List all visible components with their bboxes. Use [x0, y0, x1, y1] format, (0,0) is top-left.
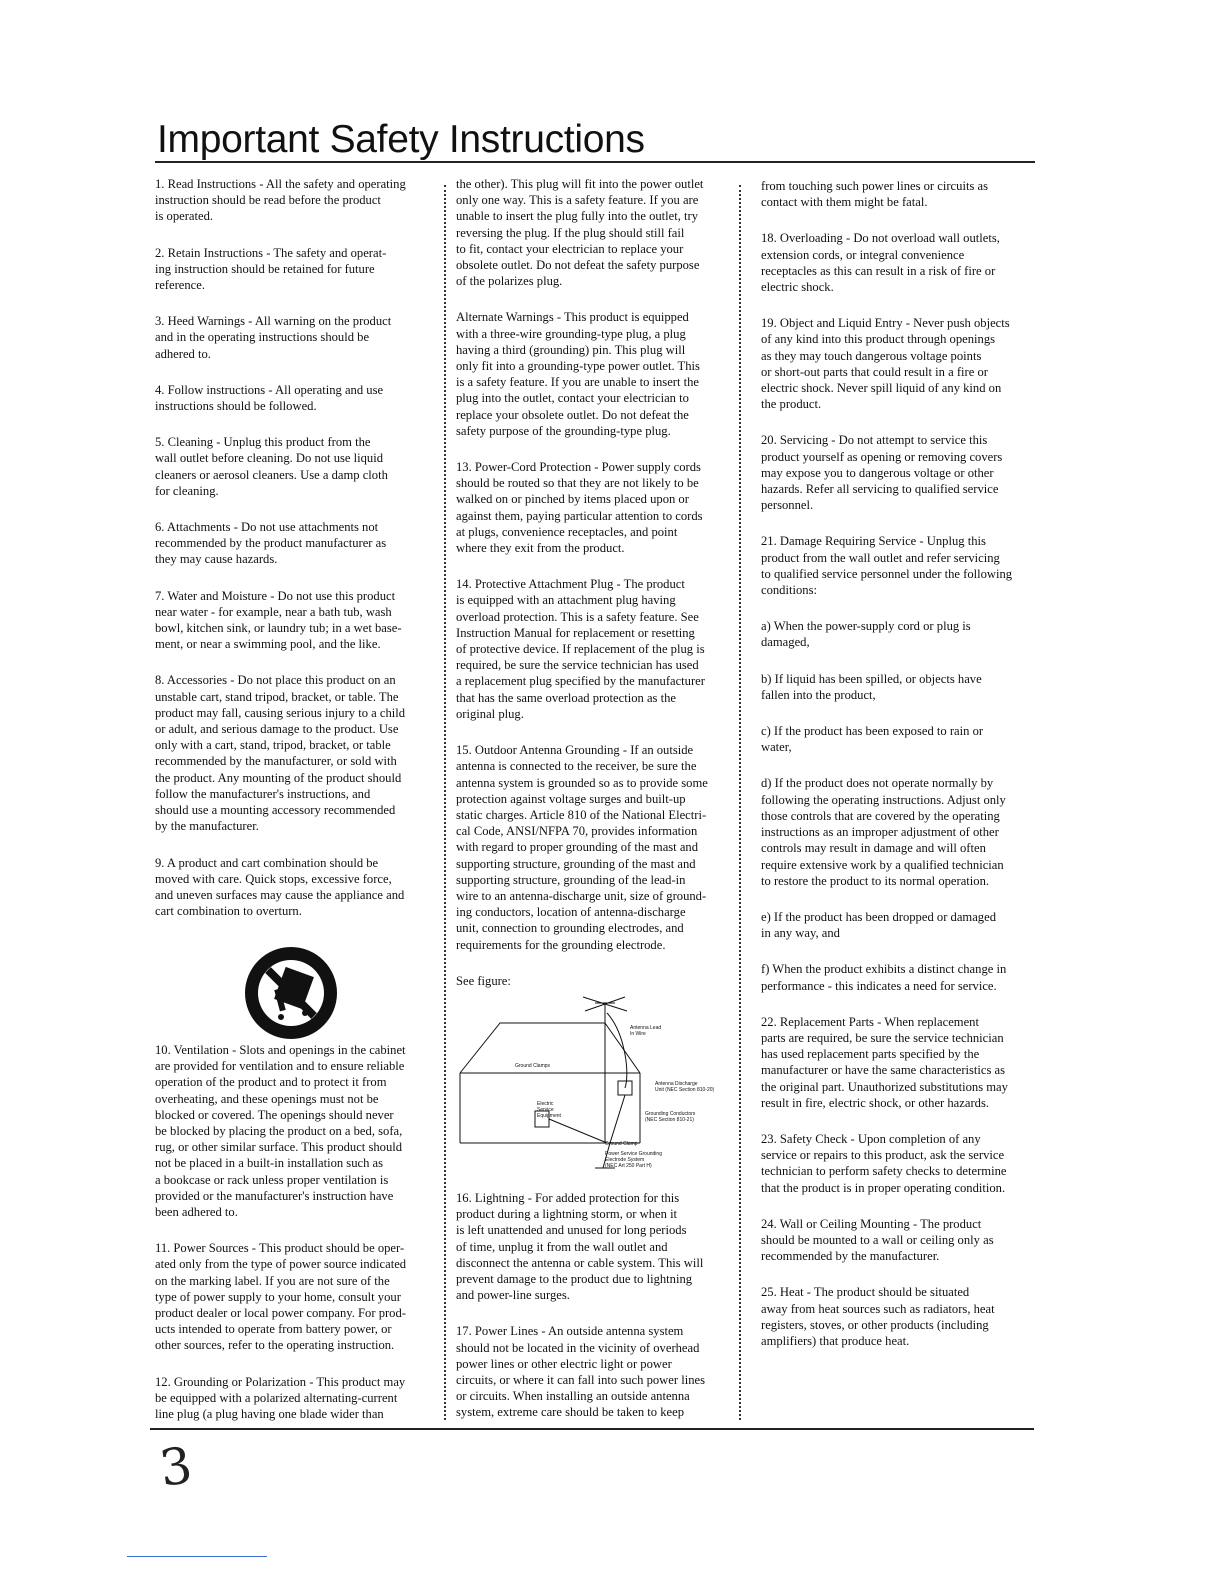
item-17-cont: from touching such power lines or circuits as contact with them might be fatal. [761, 179, 988, 210]
label-discharge-unit: Antenna Discharge Unit (NEC Section 810-20) [655, 1081, 715, 1093]
footer-line [127, 1556, 267, 1557]
label-ground-clamps: Ground Clamps [515, 1063, 551, 1069]
item-12: 12. Grounding or Polarization - This product may be equipped with a polarized alternating-current line plug (a plug having one blade wider than [155, 1374, 406, 1422]
item-21c: c) If the product has been exposed to rain or water, [761, 724, 984, 755]
label-grounding-conductors: Grounding Conductors (NEC Section 810-21) [645, 1111, 696, 1123]
label-power-service: Power Service Grounding Electrode System (NEC Art 250 Part H) [605, 1151, 662, 1169]
item-21f: f) When the product exhibits a distinct change in performance - this indicates a need for service. [761, 962, 1007, 993]
alternate-warnings: Alternate Warnings - This product is equipped with a three-wire grounding-type plug, a plug having a third (grounding) pin. This plug will only fit into a grounding-type power outlet. This is a safety feature. If you are unable to insert the plug into the outlet, contact your electrician to replace your obsolete outlet. Do not defeat the safety purpose of the grounding-type plug. [456, 310, 700, 438]
item-19: 19. Object and Liquid Entry - Never push objects of any kind into this product through openings as they may touch dangerous voltage points or short-out parts that could result in a fire or electric shock. Never spill liquid of any kind on the product. [761, 316, 1010, 412]
item-25: 25. Heat - The product should be situated away from heat sources such as radiators, heat registers, stoves, or other products (including amplifiers) that produce heat. [761, 1285, 995, 1348]
antenna-grounding-figure [455, 993, 725, 1183]
label-antenna-lead: Antenna Lead In Wire [630, 1025, 662, 1037]
item-12-cont: the other). This plug will fit into the power outlet only one way. This is a safety feature. If you are unable to insert the plug fully into the outlet, try reversing the plug. If the plug should still fail to fit, contact your electrician to replace your obsolete outlet. Do not defeat the safety purpose of the polarizes plug. [456, 177, 704, 289]
item-15: 15. Outdoor Antenna Grounding - If an outside antenna is connected to the receiver, be sure the antenna system is grounded so as to provide some protection against voltage surges and built-up static charges. Article 810 of the National Electri- cal Code, ANSI/NFPA 70, provides information with regard to proper grounding of the mast and supporting structure, grounding of the mast and supporting structure, grounding of the lead-in wire to an antenna-discharge unit, size of ground- ing conductors, location of antenna-discharge unit, connection to grounding electrodes, and requirements for the grounding electrode. [456, 743, 708, 952]
item-22: 22. Replacement Parts - When replacement parts are required, be sure the service technician has used replacement parts specified by the manufacturer or have the same characteristics as the original part. Unauthorized substitutions may result in fire, electric shock, or other hazards. [761, 1014, 1008, 1110]
item-11: 11. Power Sources - This product should be oper- ated only from the type of power source indicated on the marking label. If you are not sure of the type of power supply to your home, consult your product dealer or local power company. For prod- ucts intended to operate from battery power, or other sources, refer to the operating instruction. [155, 1241, 407, 1353]
item-6: 6. Attachments - Do not use attachments not recommended by the product manufacturer as they may cause hazards. [155, 520, 387, 567]
item-8: 8. Accessories - Do not place this product on an unstable cart, stand tripod, bracket, or table. The product may fall, causing serious injury to a child or adult, and serious damage to the product. Use only with a cart, stand, tripod, bracket, or table recommended by the manufacturer, or sold with the product. Any mounting of the product should follow the manufacturer's instructions, and should use a mounting accessory recommended by the manufacturer. [155, 673, 406, 834]
column-divider-1 [444, 185, 446, 1420]
item-3: 3. Heed Warnings - All warning on the product and in the operating instructions should be adhered to. [155, 314, 392, 361]
label-ground-clamp: Ground Clamp [605, 1141, 638, 1147]
item-21: 21. Damage Requiring Service - Unplug this product from the wall outlet and refer servicing to qualified service personnel under the following conditions: [761, 534, 1013, 598]
column-2-lower [456, 1190, 741, 1421]
top-rule [155, 161, 1035, 163]
item-21b: b) If liquid has been spilled, or objects have fallen into the product, [761, 671, 982, 702]
page-number: 3 [156, 1436, 196, 1498]
cart-tipover-warning-icon [241, 943, 341, 1043]
item-17: 17. Power Lines - An outside antenna system should not be located in the vicinity of overhead power lines or other electric light or power circuits, or where it can fall into such power lines or circuits. When installing an outside antenna system, extreme care should be taken to keep [456, 1324, 705, 1420]
item-21a: a) When the power-supply cord or plug is damaged, [761, 619, 971, 650]
item-9: 9. A product and cart combination should be moved with care. Quick stops, excessive force, and uneven surfaces may cause the appliance and cart combination to overturn. [155, 855, 405, 919]
item-5: 5. Cleaning - Unplug this product from the wall outlet before cleaning. Do not use liquid cleaners or aerosol cleaners. Use a damp cloth for cleaning. [155, 435, 388, 498]
item-24: 24. Wall or Ceiling Mounting - The product should be mounted to a wall or ceiling only as recommended by the manufacturer. [761, 1216, 994, 1264]
bottom-rule [150, 1428, 1034, 1430]
column-divider-2 [739, 185, 741, 1420]
item-18: 18. Overloading - Do not overload wall outlets, extension cords, or integral convenience receptacles as this can result in a risk of fire or electric shock. [761, 231, 1000, 295]
item-20: 20. Servicing - Do not attempt to service this product yourself as opening or removing covers may expose you to dangerous voltage or other hazards. Refer all servicing to qualified service personnel. [761, 433, 1003, 513]
item-10: 10. Ventilation - Slots and openings in the cabinet are provided for ventilation and to ensure reliable operation of the product and to protect it from overheating, and these openings must not be blocked or covered. The openings should never be blocked by placing the product on a bed, sofa, rug, or other similar surface. This product should not be placed in a built-in installation such as a bookcase or rack unless proper ventilation is provided or the manufacturer's instruction have been adhered to. [155, 1043, 406, 1220]
item-23: 23. Safety Check - Upon completion of any service or repairs to this product, ask the service technician to perform safety checks to determine that the product is in proper operating condition. [761, 1131, 1007, 1195]
page-title: Important Safety Instructions [157, 118, 645, 161]
column-1-lower [155, 1042, 440, 1422]
item-7: 7. Water and Moisture - Do not use this product near water - for example, near a bath tub, wash bowl, kitchen sink, or laundry tub; in a wet base- ment, or near a swimming pool, and the like. [155, 588, 402, 652]
column-1 [155, 176, 440, 919]
item-21d: d) If the product does not operate normally by following the operating instructions. Adjust only those controls that are covered by the operating instructions as an improper adjustment of other controls may result in damage and will often require extensive work by a qualified technician to restore the product to its normal operation. [761, 776, 1006, 888]
item-1: 1. Read Instructions - All the safety and operating instruction should be read before the product is operated. [155, 177, 406, 224]
item-21e: e) If the product has been dropped or damaged in any way, and [761, 909, 996, 941]
item-2: 2. Retain Instructions - The safety and operat- ing instruction should be retained for future reference. [155, 245, 387, 293]
label-electric-service: Electric Service Equipment [537, 1101, 561, 1119]
item-16: 16. Lightning - For added protection for this product during a lightning storm, or when it is left unattended and unused for long periods of time, unplug it from the wall outlet and disconnect the antenna or cable system. This will prevent damage to the product due to lightning and power-line surges. [456, 1191, 704, 1303]
item-4: 4. Follow instructions - All operating and use instructions should be followed. [155, 382, 384, 414]
item-14: 14. Protective Attachment Plug - The product is equipped with an attachment plug having overload protection. This is a safety feature. See Instruction Manual for replacement or resetting of protective device. If replacement of the plug is required, be sure the service technician has used a replacement plug specified by the manufacturer that has the same overload protection as the original plug. [456, 577, 705, 721]
see-figure: See figure: [456, 973, 511, 988]
item-13: 13. Power-Cord Protection - Power supply cords should be routed so that they are not likely to be walked on or pinched by items placed upon or against them, paying particular attention to cords at plugs, convenience receptacles, and point where they exit from the product. [456, 460, 703, 556]
column-2 [456, 176, 741, 989]
column-3 [761, 178, 1036, 1349]
